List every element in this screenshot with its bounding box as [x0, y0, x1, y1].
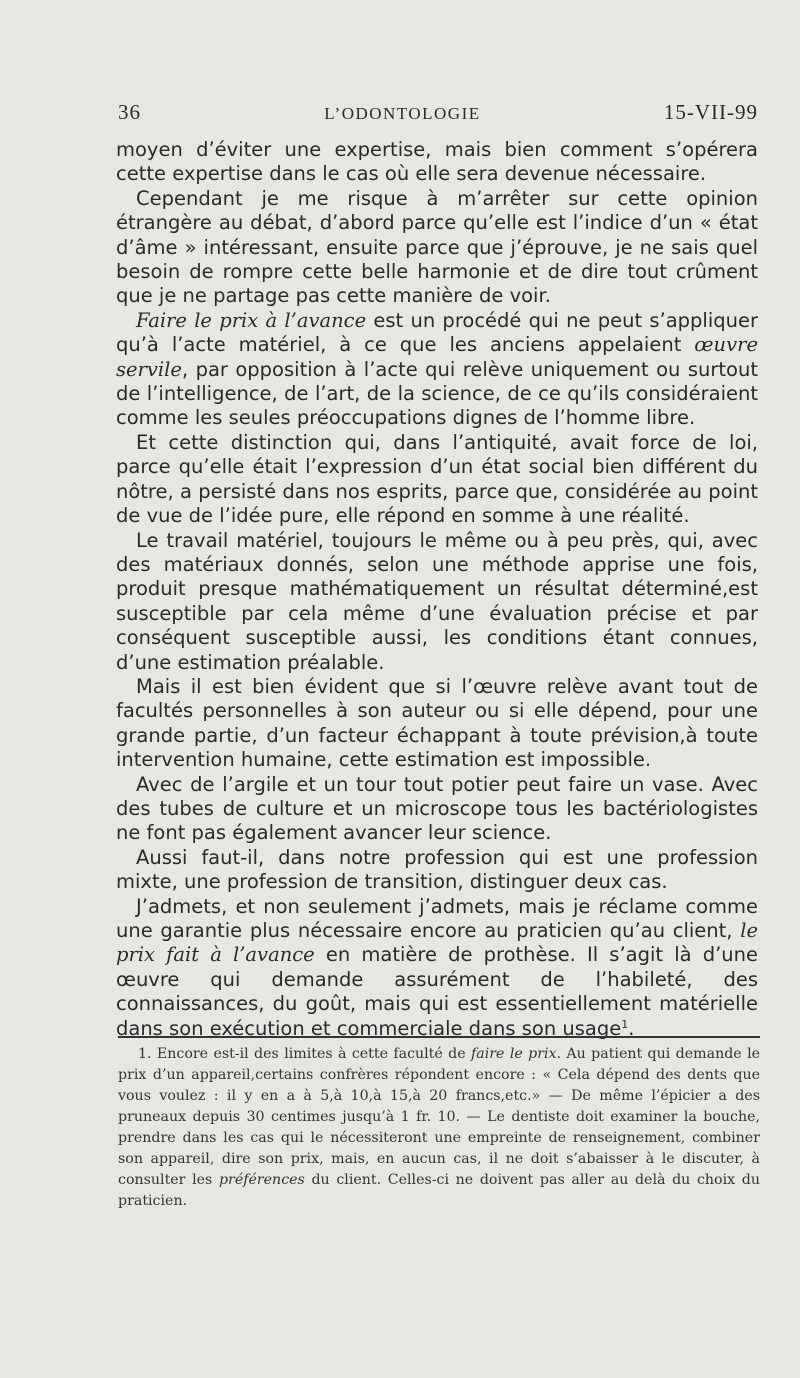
issue-date: 15-VII-99 [663, 100, 758, 124]
article-body [116, 138, 758, 1041]
paragraph: Cependant je me risque à m’arrêter sur cette opinion étrangère au débat, d’abord parce qu’elle est l’indice d’un « état d’âme » intéressant, ensuite parce que j’éprouve, je ne sais quel besoin de rompre cette belle harmonie et de dire tout crûment que je ne partage pas cette manière de voir. [116, 186, 758, 308]
italic-phrase: préférences [218, 1172, 305, 1188]
paragraph: Et cette distinction qui, dans l’antiquité, avait force de loi, parce qu’elle était l’expression d’un état social bien différent du nôtre, a persisté dans nos esprits, parce que, considérée au point de vue de l’idée pure, elle répond en somme à une réalité. [116, 430, 758, 528]
footnote-divider [118, 1036, 760, 1038]
page-number: 36 [118, 100, 141, 124]
footnote-marker: 1 [621, 1017, 629, 1031]
paragraph: J’admets, et non seulement j’admets, mais je réclame comme une garantie plus nécessaire encore au praticien qu’au client, le prix fait à l’avance en matière de prothèse. Il s’agit là d’une œuvre qui demande assurément de l’habileté, des connaissances, du goût, mais qui est essentiellement matérielle dans son exécution et commerciale dans son usage$^1$. [116, 894, 758, 1040]
paragraph: Avec de l’argile et un tour tout potier peut faire un vase. Avec des tubes de culture et un microscope tous les bactériologistes ne font pas également avancer leur science. [116, 772, 758, 845]
running-header [118, 100, 758, 130]
paragraph: Aussi faut-il, dans notre profession qui est une profession mixte, une profession de transition, distinguer deux cas. [116, 845, 758, 894]
journal-title: L’ODONTOLOGIE [324, 104, 481, 123]
paragraph: moyen d’éviter une expertise, mais bien comment s’opérera cette expertise dans le cas où elle sera devenue nécessaire. [116, 138, 758, 186]
italic-phrase: faire le prix [471, 1046, 557, 1062]
paragraph: Le travail matériel, toujours le même ou à peu près, qui, avec des matériaux donnés, selon une méthode apprise une fois, produit presque mathématiquement un résultat déterminé,est susceptible par cela même d’une évaluation précise et par conséquent susceptible aussi, les conditions étant connues, d’une estimation préalable. [116, 528, 758, 674]
footnote-text: 1. Encore est-il des limites à cette faculté de faire le prix. Au patient qui demande le prix d’un appareil,certains confrères répondent encore : « Cela dépend des dents que vous voulez : il y en a à 5,à 10,à 15,à 20 francs,etc.» — De même l’épicier a des pruneaux depuis 30 centimes jusqu’à 1 fr. 10. — Le dentiste doit examiner la bouche, prendre dans les cas qui le nécessiteront une empreinte de renseignement, combiner son appareil, dire son prix, mais, en aucun cas, il ne doit s’abaisser à le discuter, à consulter les préférences du client. Celles-ci ne doivent pas aller au delà du choix du praticien. [118, 1046, 760, 1209]
footnote [118, 1044, 760, 1212]
paragraph: Faire le prix à l’avance est un procédé qui ne peut s’appliquer qu’à l’acte matériel, à ce que les anciens appelaient œuvre servile, par opposition à l’acte qui relève uniquement ou surtout de l’intelligence, de l’art, de la science, de ce qu’ils considéraient comme les seules préoccupations dignes de l’homme libre. [116, 308, 758, 430]
italic-phrase: le prix fait à l’avance [116, 919, 758, 967]
italic-phrase: œuvre servile [116, 333, 758, 381]
italic-phrase: Faire le prix à l’avance [136, 308, 367, 332]
paragraph: Mais il est bien évident que si l’œuvre relève avant tout de facultés personnelles à son auteur ou si elle dépend, pour une grande partie, d’un facteur échappant à toute prévision,à toute intervention humaine, cette estimation est impossible. [116, 674, 758, 772]
